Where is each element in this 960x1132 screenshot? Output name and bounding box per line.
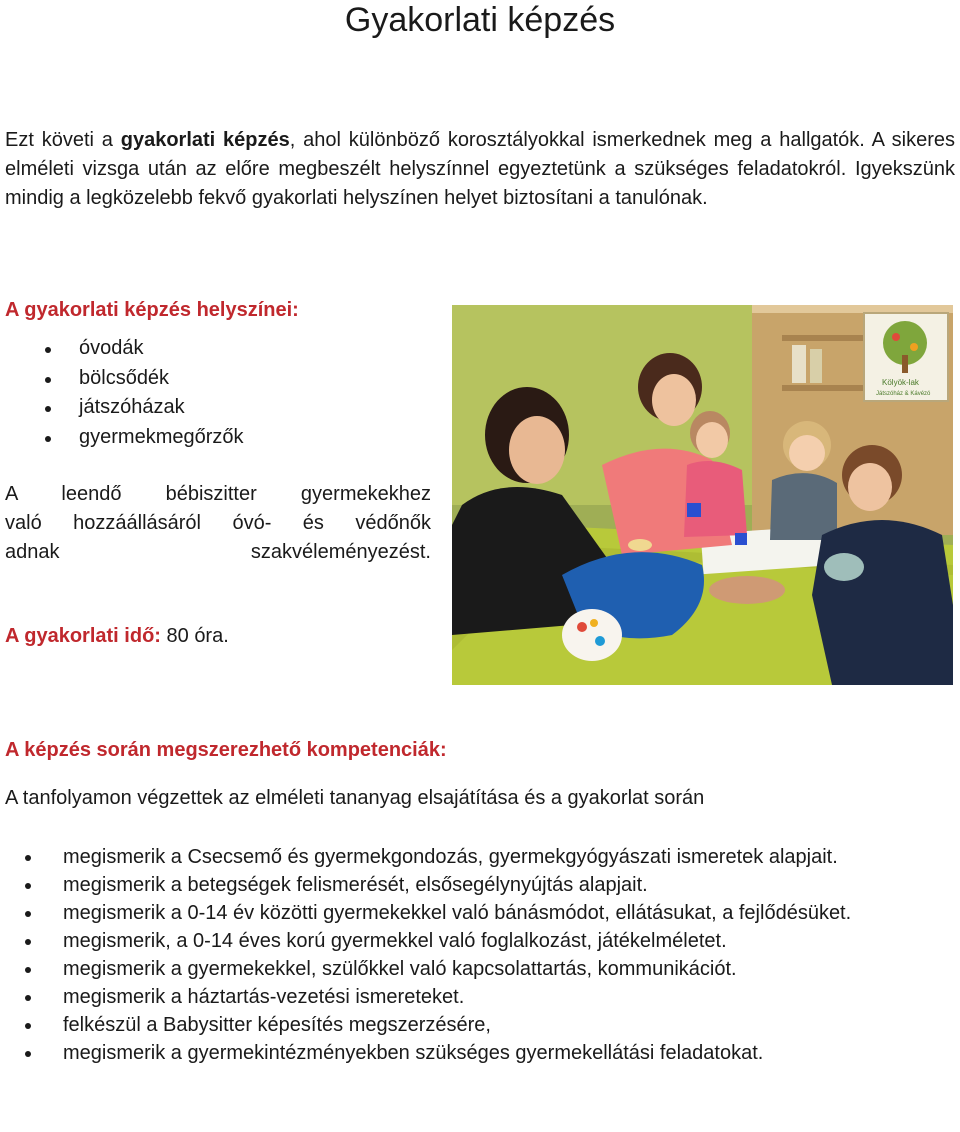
child-pink-shirt bbox=[684, 461, 747, 537]
list-item: játszóházak bbox=[5, 393, 244, 423]
opinion-line: adnak szakvéleményezést. bbox=[5, 541, 431, 563]
intro-bold-term: gyakorlati képzés bbox=[120, 129, 290, 151]
blue-toy bbox=[687, 503, 701, 517]
opinion-paragraph bbox=[5, 480, 431, 567]
list-item: gyermekmegőrzők bbox=[5, 423, 244, 453]
opinion-line: A leendő bébiszitter gyermekekhez bbox=[5, 483, 431, 505]
photo-illustration bbox=[452, 305, 953, 685]
intro-paragraph bbox=[5, 126, 955, 213]
list-item: megismerik a gyermekekkel, szülőkkel való kapcsolattartás, kommunikációt. bbox=[5, 955, 955, 983]
child-grey-shirt bbox=[770, 473, 837, 540]
list-item: megismerik a 0-14 év közötti gyermekekkel való bánásmódot, ellátásukat, a fejlődésüket. bbox=[5, 899, 955, 927]
list-item: megismerik a háztartás-vezetési ismereteket. bbox=[5, 983, 955, 1011]
list-item: megismerik a gyermekintézményekben szükséges gyermekellátási feladatokat. bbox=[5, 1039, 955, 1067]
practice-time bbox=[5, 622, 229, 650]
sites-list bbox=[5, 334, 244, 452]
patterned-bag bbox=[562, 609, 622, 661]
list-item: megismerik, a 0-14 éves korú gyermekkel való foglalkozást, játékelméletet. bbox=[5, 927, 955, 955]
intro-text-rest: , ahol különböző korosztályokkal ismerkednek meg a hallgatók. A sikeres elméleti vizsga után az előre megbeszélt helyszínnel egyeztetünk a szükséges feladatokról. Igyekszünk mindig a legközelebb fekvő gyakorlati helyszínen helyet biztosítani a tanulónak. bbox=[5, 129, 956, 209]
intro-text-start: Ezt követi a bbox=[5, 129, 121, 151]
list-item: óvodák bbox=[5, 334, 244, 364]
sign-text-1: Kölyök-lak bbox=[882, 378, 919, 387]
practice-time-label: A gyakorlati idő: bbox=[5, 625, 161, 647]
competencies-list bbox=[5, 843, 955, 1067]
plastic-cup bbox=[824, 553, 864, 581]
woman-face bbox=[509, 416, 565, 484]
children-playing-photo bbox=[452, 305, 953, 685]
girl-face bbox=[652, 374, 696, 426]
list-item: megismerik a betegségek felismerését, elsősegélynyújtás alapjait. bbox=[5, 871, 955, 899]
page-title: Gyakorlati képzés bbox=[344, 1, 616, 39]
list-item: felkészül a Babysitter képesítés megszerzésére, bbox=[5, 1011, 955, 1039]
competencies-intro: A tanfolyamon végzettek az elméleti tananyag elsajátítása és a gyakorlat során bbox=[5, 787, 705, 809]
list-item: megismerik a Csecsemő és gyermekgondozás, gyermekgyógyászati ismeretek alapjait. bbox=[5, 843, 955, 871]
sites-heading: A gyakorlati képzés helyszínei: bbox=[5, 299, 299, 321]
doll-toy bbox=[709, 576, 785, 604]
practice-time-value: 80 óra. bbox=[160, 625, 229, 647]
list-item: bölcsődék bbox=[5, 364, 244, 394]
competencies-heading: A képzés során megszerezhető kompetenciák: bbox=[5, 739, 447, 761]
sign-text-2: Játszóház & Kávézó bbox=[876, 391, 931, 397]
opinion-line: való hozzáállásáról óvó- és védőnők bbox=[5, 512, 431, 534]
child-navy-hoodie bbox=[812, 520, 953, 685]
